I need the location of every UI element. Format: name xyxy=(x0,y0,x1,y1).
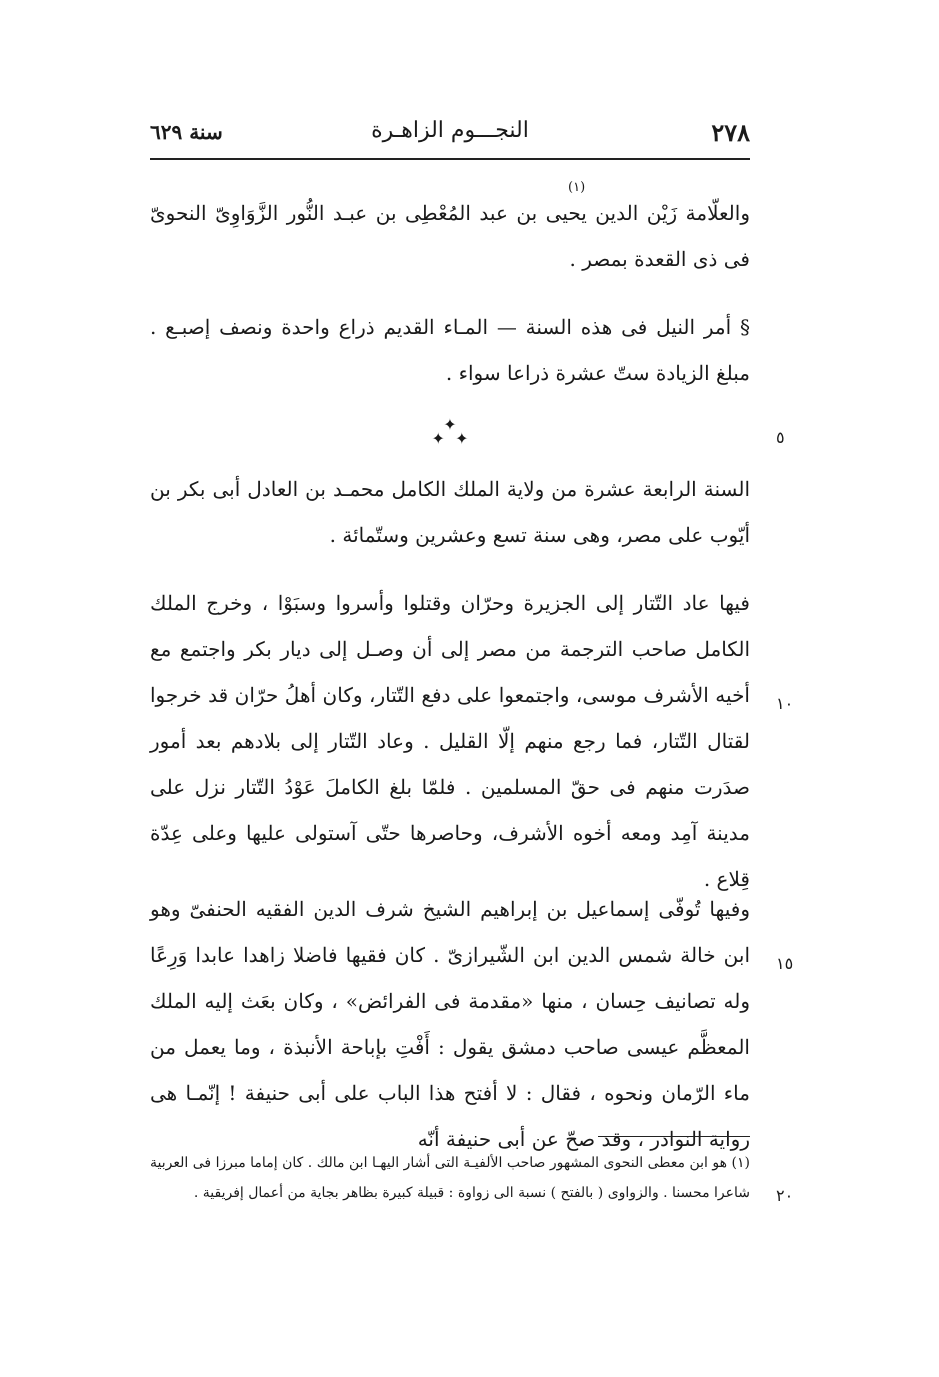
running-title: النجـــوم الزاهـرة xyxy=(371,118,529,143)
paragraph-year-heading: السنة الرابعة عشرة من ولاية الملك الكامل محمـد بن العادل أبى بكر بن أيّوب على مصر، وهى سنة تسع وعشرين وستّمائة . xyxy=(150,477,750,547)
year-label: سنة ٦٢٩ xyxy=(150,120,223,144)
margin-line-number: ٢٠ xyxy=(776,1186,794,1205)
paragraph-ismail: وفيها تُوفّى إسماعيل بن إبراهيم الشيخ شرف الدين الفقيه الحنفىّ وهو ابن خالة شمس الدين ابن الشّيرازىّ . كان فقيها فاضلا زاهدا عابدا وَرِعًا وله تصانيف حِسان ، منها «مقدمة فى الفرائض» ، وكان بعَث إليه الملك المعظَّم عيسى صاحب دمشق يقول : أَفْتِ بإباحة الأنبذة ، وما يعمل من ماء الرّمان ونحوه ، فقال : لا أفتح هذا الباب على أبى حنيفة ! إنّمـا هى رواية النوادر ، وقد صحّ عن أبى حنيفة أنّه xyxy=(150,897,750,1151)
margin-line-number: ١٠ xyxy=(776,694,794,713)
margin-line-number: ١٥ xyxy=(776,954,794,973)
page-number: ٢٧٨ xyxy=(711,118,750,147)
paragraph-obituary: والعلّامة زَيْن الدين يحيى بن عبد المُعْطِى بن عبـد النُّور الزَّوَاوِىّ النحوىّ فى ذى القعدة بمصر . xyxy=(150,201,750,271)
paragraph-tatars: فيها عاد التّتار إلى الجزيرة وحرّان وقتلوا وأسروا وسبَوْا ، وخرج الملك الكامل صاحب الترجمة من مصر إلى أن وصـل إلى ديار بكر واجتمع مع أخيه الأشرف موسى، واجتمعوا على دفع التّتار، وكان أهلُ حرّان قد خرجوا لقتال التّتار، فما رجع منهم إلّا القليل . وعاد التّتار إلى بلادهم بعد أمور صدَرت منهم فى حقّ المسلمين . فلمّا بلغ الكاملَ عَوْدُ التّتار نزل على مدينة آمِد ومعه أخوه الأشرف، وحاصرها حتّى آستولى عليها وعلى عِدّة قِلاع . xyxy=(150,591,750,891)
footnote-rule xyxy=(598,1136,750,1137)
footnote-text: (١) هو ابن معطى النحوى المشهور صاحب الألفيـة التى أشار اليهـا ابن مالك . كان إماما مبرزا فى العربية شاعرا محسنا . والزواوى ( بالفتح ) نسبة الى زواوة : قبيلة كبيرة بظاهر بجاية من أعمال إفريقية . xyxy=(150,1155,750,1201)
paragraph-nile: § أمر النيل فى هذه السنة — المـاء القديم ذراع واحدة ونصف إصبـع . مبلغ الزيادة ستّ عشرة ذراعا سواء . xyxy=(150,315,750,385)
margin-line-number: ٥ xyxy=(776,428,785,447)
running-header xyxy=(150,112,750,152)
header-rule xyxy=(150,158,750,160)
footnote-marker: (١) xyxy=(568,180,586,195)
section-divider-stars: ✦ ✦ ✦ xyxy=(431,415,469,448)
